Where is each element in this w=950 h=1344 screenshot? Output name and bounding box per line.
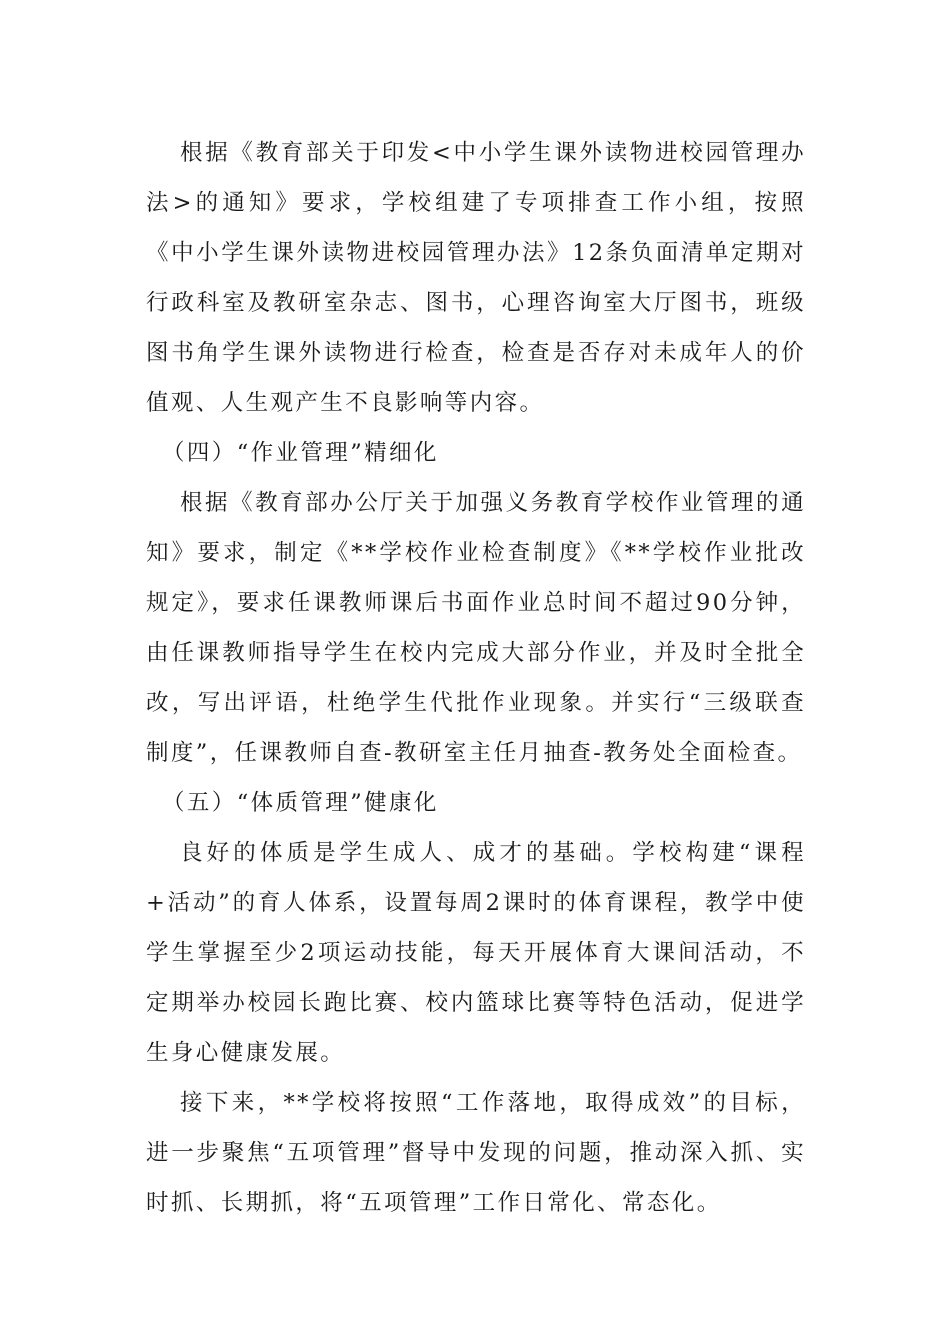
paragraph-physical-management: 良好的体质是学生成人、成才的基础。学校构建“课程+活动”的育人体系，设置每周2课时的体育课程，教学中使学生掌握至少2项运动技能，每天开展体育大课间活动，不定期举办校园长跑比赛、校内篮球比赛等特色活动，促进学生身心健康发展。 [146, 840, 806, 1066]
heading-homework-management: （四）“作业管理”精细化 [162, 440, 439, 466]
document-body [146, 128, 806, 1228]
paragraph-next-steps: 接下来，**学校将按照“工作落地，取得成效”的目标，进一步聚焦“五项管理”督导中发现的问题，推动深入抓、实时抓、长期抓，将“五项管理”工作日常化、常态化。 [146, 1090, 806, 1216]
paragraph-reading-materials: 根据《教育部关于印发<中小学生课外读物进校园管理办法>的通知》要求，学校组建了专项排查工作小组，按照《中小学生课外读物进校园管理办法》12条负面清单定期对行政科室及教研室杂志、图书，心理咨询室大厅图书，班级图书角学生课外读物进行检查，检查是否存对未成年人的价值观、人生观产生不良影响等内容。 [146, 140, 806, 416]
heading-physical-management: （五）“体质管理”健康化 [162, 790, 439, 816]
paragraph-homework-management: 根据《教育部办公厅关于加强义务教育学校作业管理的通知》要求，制定《**学校作业检查制度》《**学校作业批改规定》，要求任课教师课后书面作业总时间不超过90分钟，由任课教师指导学生在校内完成大部分作业，并及时全批全改，写出评语，杜绝学生代批作业现象。并实行“三级联查制度”，任课教师自查-教研室主任月抽查-教务处全面检查。 [146, 490, 806, 766]
